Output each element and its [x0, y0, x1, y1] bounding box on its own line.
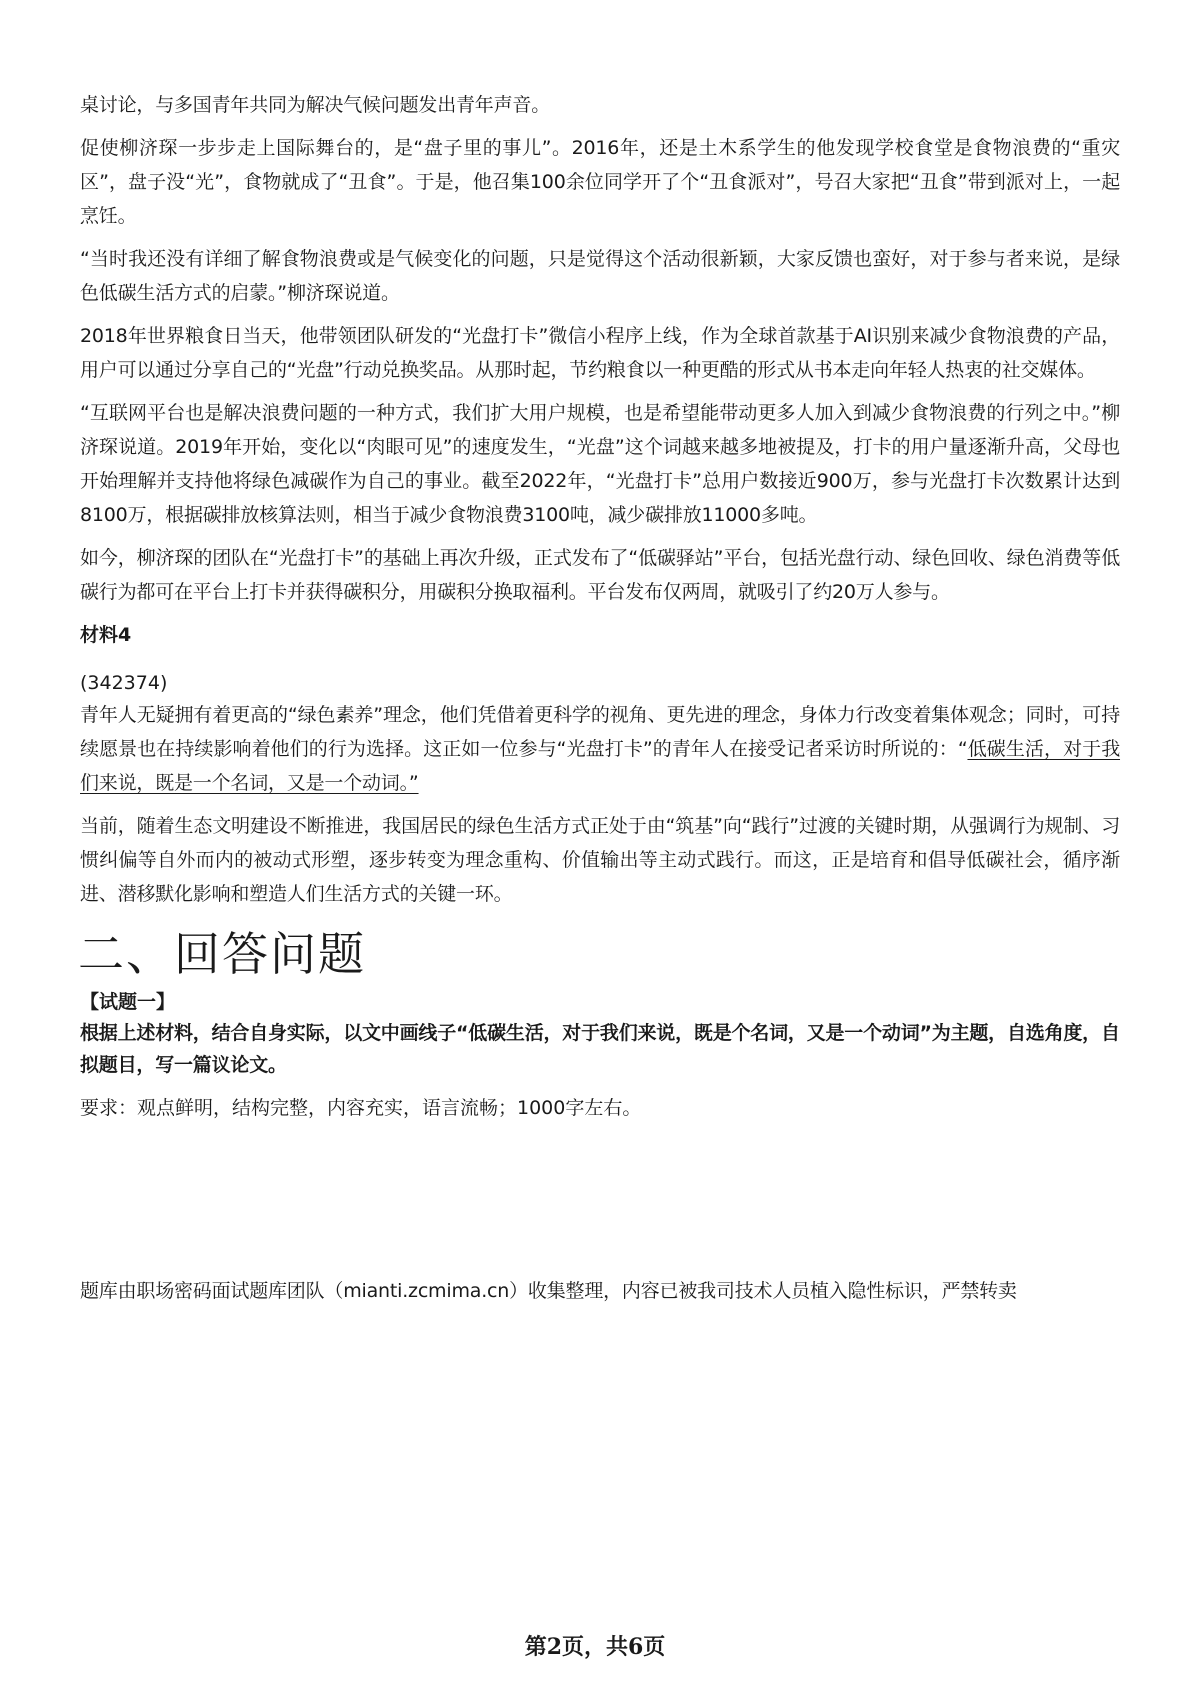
section-heading: 二、回答问题 — [78, 927, 366, 981]
material-4-code: (342374) — [80, 672, 168, 694]
paragraph-2: 促使柳济琛一步步走上国际舞台的，是“盘子里的事儿”。2016年，还是土木系学生的他发现学校食堂是食物浪费的“重灾区”，盘子没“光”，食物就成了“丑食”。于是，他召集100余位同学开了个“丑食派对”，号召大家把“丑食”带到派对上，一起烹饪。 — [80, 137, 1120, 227]
underlined-quote: 低碳生活，对于我们来说，既是一个名词，又是一个动词。” — [80, 738, 1121, 794]
material-4-paragraph-2: 当前，随着生态文明建设不断推进，我国居民的绿色生活方式正处于由“筑基”向“践行”过渡的关键时期，从强调行为规制、习惯纠偏等自外而内的被动式形塑，逐步转变为理念重构、价值输出等主动式践行。而这，正是培育和倡导低碳社会，循序渐进、潜移默化影响和塑造人们生活方式的关键一环。 — [80, 815, 1120, 905]
footer-note: 题库由职场密码面试题库团队（mianti.zcmima.cn）收集整理，内容已被我司技术人员植入隐性标识，严禁转卖 — [80, 1280, 1017, 1302]
paragraph-4: 2018年世界粮食日当天，他带领团队研发的“光盘打卡”微信小程序上线，作为全球首款基于AI识别来减少食物浪费的产品，用户可以通过分享自己的“光盘”行动兑换奖品。从那时起，节约粮食以一种更酷的形式从书本走向年轻人热衷的社交媒体。 — [80, 325, 1120, 381]
question-requirement: 要求：观点鲜明，结构完整，内容充实，语言流畅；1000字左右。 — [80, 1097, 642, 1119]
paragraph-6: 如今，柳济琛的团队在“光盘打卡”的基础上再次升级，正式发布了“低碳驿站”平台，包括光盘行动、绿色回收、绿色消费等低碳行为都可在平台上打卡并获得碳积分，用碳积分换取福利。平台发布仅两周，就吸引了约20万人参与。 — [80, 547, 1120, 603]
page-number: 第2页，共6页 — [524, 1634, 666, 1660]
material-4-title: 材料4 — [80, 624, 132, 646]
paragraph-3: “当时我还没有详细了解食物浪费或是气候变化的问题，只是觉得这个活动很新颖，大家反馈也蛮好，对于参与者来说，是绿色低碳生活方式的启蒙。”柳济琛说道。 — [80, 248, 1120, 304]
question-label: 【试题一】 — [80, 991, 176, 1013]
paragraph-5: “互联网平台也是解决浪费问题的一种方式，我们扩大用户规模，也是希望能带动更多人加入到减少食物浪费的行列之中。”柳济琛说道。2019年开始，变化以“肉眼可见”的速度发生，“光盘”这个词越来越多地被提及，打卡的用户量逐渐升高，父母也开始理解并支持他将绿色减碳作为自己的事业。截至2022年，“光盘打卡”总用户数接近900万，参与光盘打卡次数累计达到8100万，根据碳排放核算法则，相当于减少食物浪费3100吨，减少碳排放11000多吨。 — [80, 402, 1120, 526]
document-body — [80, 88, 1120, 1123]
material-4-paragraph-1-text: 青年人无疑拥有着更高的“绿色素养”理念，他们凭借着更科学的视角、更先进的理念，身体力行改变着集体观念；同时，可持续愿景也在持续影响着他们的行为选择。这正如一位参与“光盘打卡”的青年人在接受记者采访时所说的：“ — [80, 704, 1120, 760]
question-text: 根据上述材料，结合自身实际，以文中画线子“低碳生活，对于我们来说，既是个名词，又是一个动词”为主题，自选角度，自拟题目，写一篇议论文。 — [80, 1022, 1120, 1076]
paragraph-1: 桌讨论，与多国青年共同为解决气候问题发出青年声音。 — [80, 94, 551, 116]
material-4-paragraph-1 — [80, 698, 1120, 800]
